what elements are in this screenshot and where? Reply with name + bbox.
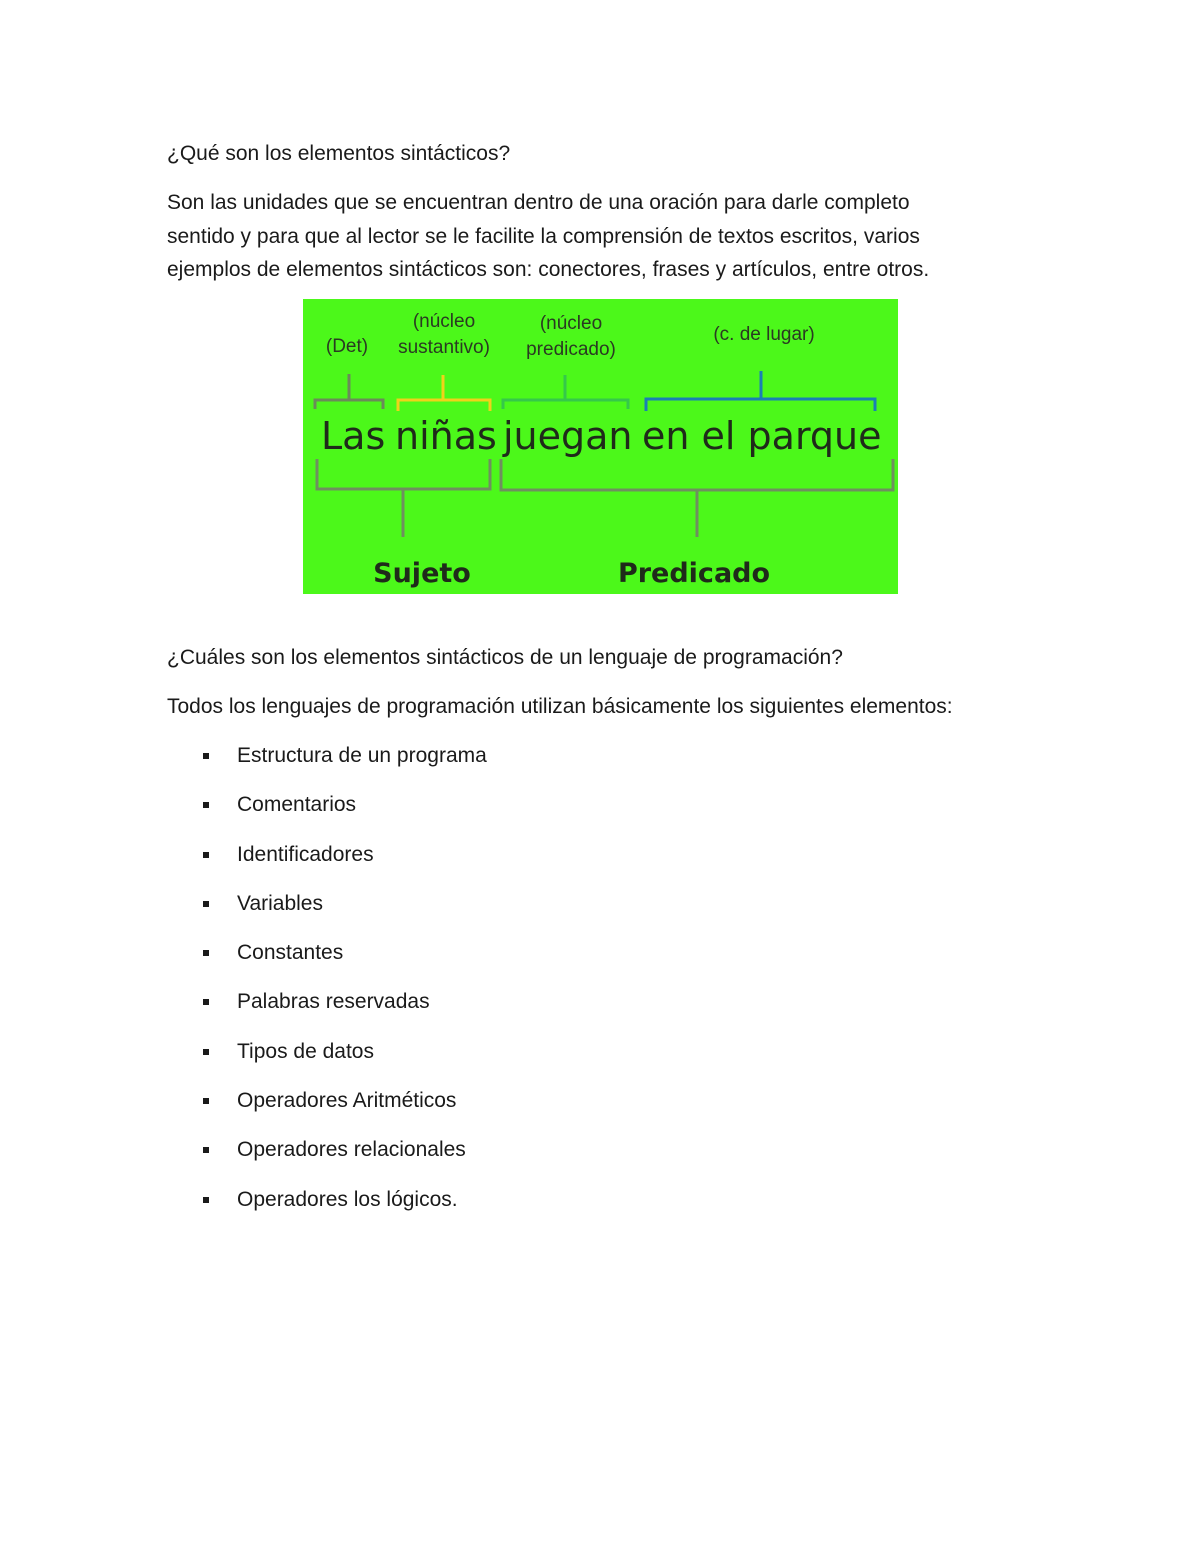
question-heading-2: ¿Cuáles son los elementos sintácticos de un lenguaje de programación?	[167, 646, 843, 669]
word-ninas: niñas	[395, 414, 497, 458]
list-item-label: Comentarios	[237, 793, 357, 817]
bullet-square-icon	[203, 852, 209, 858]
label-nucleo-predicado-1: (núcleo	[539, 313, 603, 334]
paragraph-line: sentido y para que al lector se le facilite la comprensión de textos escritos, varios	[167, 224, 920, 248]
list-item-label: Constantes	[237, 941, 344, 965]
word-las: Las	[321, 414, 386, 458]
bullet-square-icon	[203, 1098, 209, 1104]
paragraph-line: Son las unidades que se encuentran dentro de una oración para darle completo	[167, 191, 910, 214]
intro-paragraph: Todos los lenguajes de programación utilizan básicamente los siguientes elementos:	[167, 695, 953, 718]
group-predicado: Predicado	[617, 558, 771, 589]
list-item-label: Operadores relacionales	[237, 1138, 466, 1162]
list-item-label: Operadores los lógicos.	[237, 1187, 458, 1211]
list-item-label: Identificadores	[237, 842, 374, 866]
bullet-square-icon	[203, 1049, 209, 1055]
word-juegan: juegan	[503, 414, 633, 458]
bullet-square-icon	[203, 753, 209, 759]
label-nucleo-sustantivo-1: (núcleo	[412, 311, 476, 332]
label-nucleo-sustantivo-2: sustantivo)	[398, 337, 490, 358]
list-item-label: Estructura de un programa	[237, 744, 487, 767]
bullet-square-icon	[203, 950, 209, 956]
list-item-label: Variables	[237, 891, 323, 915]
bullet-square-icon	[203, 999, 209, 1005]
list-item-label: Operadores Aritméticos	[237, 1089, 457, 1113]
definition-paragraph	[167, 186, 929, 287]
label-c-lugar: (c. de lugar)	[713, 324, 815, 345]
bullet-square-icon	[203, 1197, 209, 1203]
sentence-syntax-diagram	[303, 299, 898, 594]
list-item-label: Palabras reservadas	[237, 990, 430, 1014]
label-det: (Det)	[325, 336, 369, 357]
bullet-square-icon	[203, 1147, 209, 1153]
label-nucleo-predicado-2: predicado)	[526, 339, 616, 360]
list-item-label: Tipos de datos	[237, 1039, 374, 1063]
bullet-square-icon	[203, 901, 209, 907]
paragraph-line: ejemplos de elementos sintácticos son: conectores, frases y artículos, entre otros.	[167, 258, 930, 281]
word-en-el-parque: en el parque	[642, 414, 882, 458]
question-heading-1: ¿Qué son los elementos sintácticos?	[167, 142, 511, 165]
group-sujeto: Sujeto	[373, 558, 471, 589]
bullet-square-icon	[203, 802, 209, 808]
